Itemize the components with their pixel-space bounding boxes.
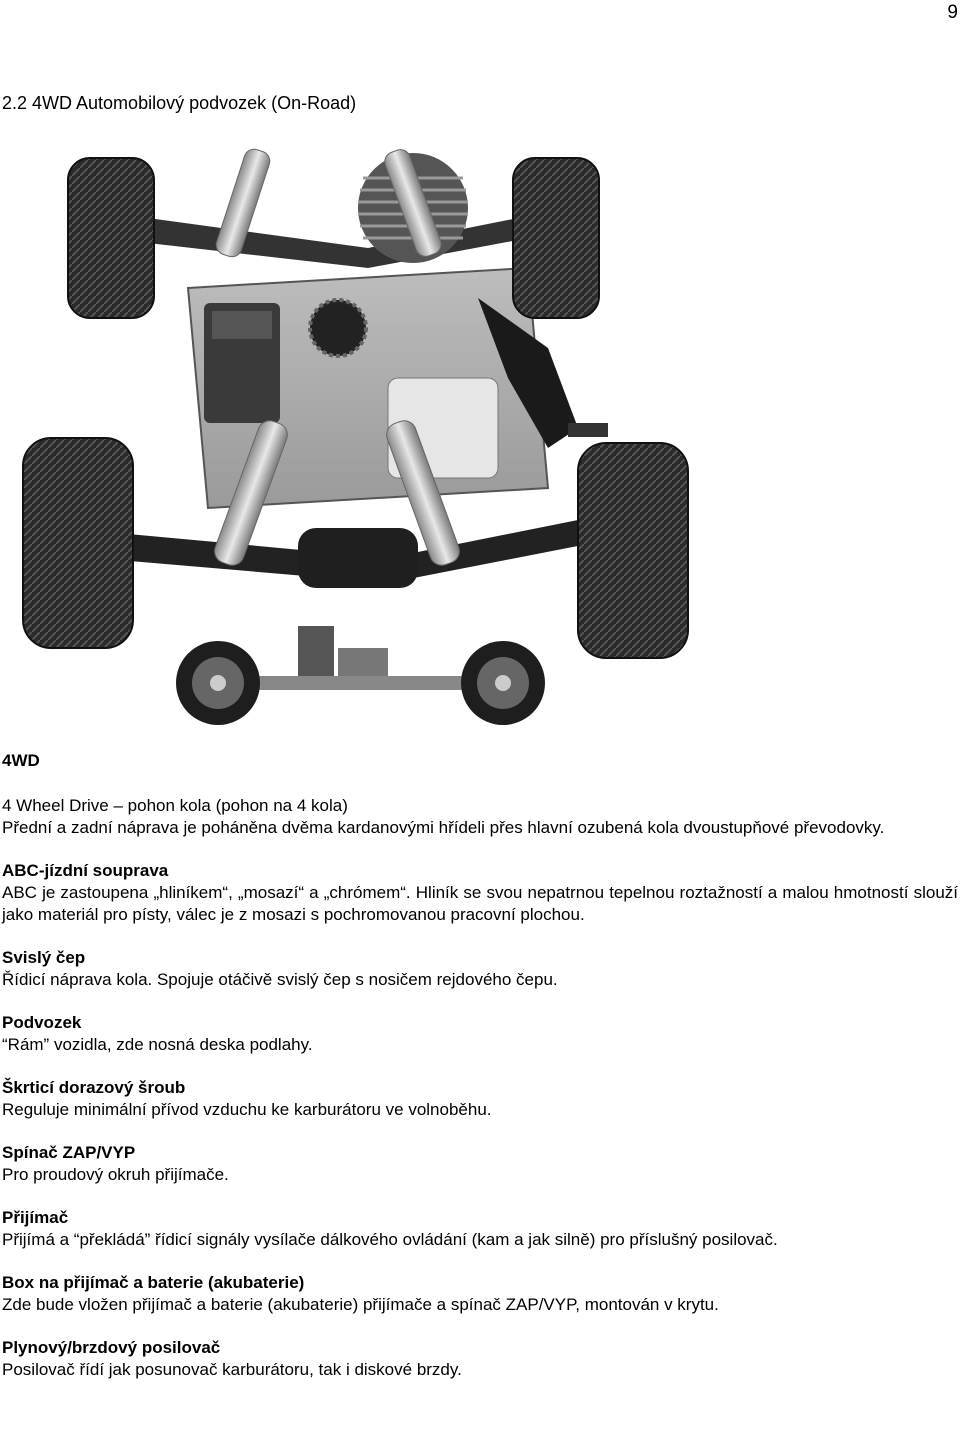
section-title: Podvozek [2,1013,82,1032]
section-line: Reguluje minimální přívod vzduchu ke karburátoru ve volnoběhu. [2,1100,492,1119]
section-line: Zde bude vložen přijímač a baterie (akubaterie) přijímače a spínač ZAP/VYP, montován v krytu. [2,1295,719,1314]
section-line: 4 Wheel Drive – pohon kola (pohon na 4 kola) [2,796,348,815]
glossary [2,750,958,1381]
section-title: ABC-jízdní souprava [2,861,169,880]
section-heading: 2.2 4WD Automobilový podvozek (On-Road) [2,93,357,113]
section-title: Plynový/brzdový posilovač [2,1338,221,1357]
section-title: Přijímač [2,1208,69,1227]
section-line: Přijímá a “překládá” řídicí signály vysílače dálkového ovládání (kam a jak silně) pro příslušný posilovač. [2,1230,778,1249]
page-number: 9 [947,2,958,23]
section-line: “Rám” vozidla, zde nosná deska podlahy. [2,1035,313,1054]
section-line: Přední a zadní náprava je poháněna dvěma kardanovými hřídeli přes hlavní ozubená kola dvoustupňové převodovky. [2,818,885,837]
chassis-photo [8,128,960,728]
section-line: Posilovač řídí jak posunovač karburátoru, tak i diskové brzdy. [2,1360,462,1379]
section-line: Pro proudový okruh přijímače. [2,1165,229,1184]
section-title: Box na přijímač a baterie (akubaterie) [2,1273,305,1292]
section-title: Spínač ZAP/VYP [2,1143,136,1162]
section-title: 4WD [2,751,40,770]
section-title: Škrticí dorazový šroub [2,1078,186,1097]
section-line: Řídicí náprava kola. Spojuje otáčivě svislý čep s nosičem rejdového čepu. [2,970,558,989]
section-title: Svislý čep [2,948,86,967]
section-line: ABC je zastoupena „hliníkem“, „mosazí“ a „chrómem“. Hliník se svou nepatrnou tepelnou roztažností a malou hmotností slouží jako materiál pro písty, válec je z mosazi s pochromovanou pracovní plochou. [2,883,958,924]
